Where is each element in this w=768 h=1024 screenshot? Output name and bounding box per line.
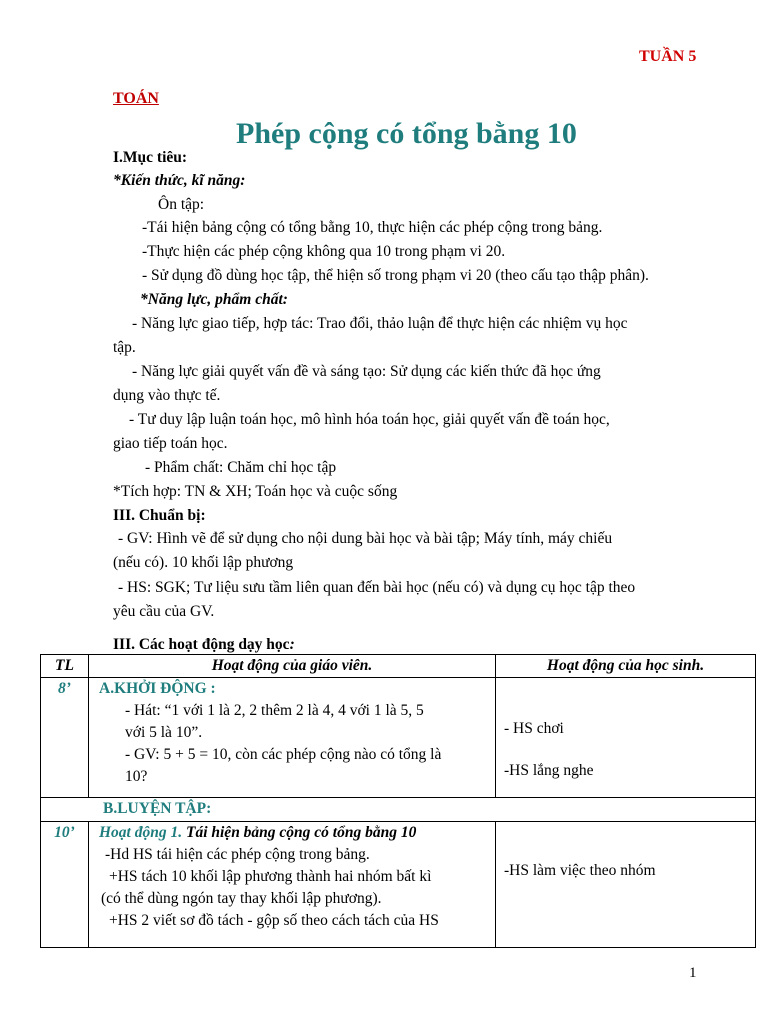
- knowledge-heading: *Kiến thức, kĩ năng:: [113, 172, 246, 189]
- objective-item: -Tái hiện bảng cộng có tổng bằng 10, thực hiện các phép cộng trong bảng.: [142, 219, 603, 236]
- objective-item: -Thực hiện các phép cộng không qua 10 trong phạm vi 20.: [142, 243, 506, 260]
- teacher-step: - Hát: “1 với 1 là 2, 2 thêm 2 là 4, 4 với 1 là 5, 5: [125, 702, 424, 719]
- activity-name: Tái hiện bảng cộng có tổng bằng 10: [185, 824, 417, 841]
- teacher-step-continued: với 5 là 10”.: [125, 724, 203, 741]
- teacher-cell: [89, 678, 496, 798]
- activity-label: Hoạt động 1.: [99, 824, 183, 841]
- table-row: [41, 822, 756, 948]
- student-step: -HS lắng nghe: [504, 762, 594, 779]
- activities-heading-colon: :: [289, 636, 295, 653]
- teacher-step: +HS tách 10 khối lập phương thành hai nhóm bất kì: [109, 868, 432, 885]
- table-header-row: [41, 655, 756, 678]
- activity-title: [99, 822, 495, 844]
- teacher-step: +HS 2 viết sơ đồ tách - gộp số theo cách tách của HS: [109, 912, 439, 929]
- section-row: [41, 798, 756, 822]
- review-label: Ôn tập:: [158, 196, 205, 213]
- student-step: -HS làm việc theo nhóm: [504, 862, 656, 879]
- subject-label: TOÁN: [113, 90, 159, 107]
- quality-item: - Phẩm chất: Chăm chỉ học tập: [145, 459, 337, 476]
- activities-heading-text: III. Các hoạt động dạy học: [113, 636, 290, 653]
- preparation-teacher-continued: (nếu có). 10 khối lập phương: [113, 554, 294, 571]
- header-teacher: Hoạt động của giáo viên.: [89, 655, 496, 678]
- teacher-cell: [89, 822, 496, 948]
- table-row: [41, 678, 756, 798]
- page-title: Phép cộng có tổng bằng 10: [236, 117, 577, 150]
- header-student: Hoạt động của học sinh.: [496, 655, 756, 678]
- time-cell: 10’: [41, 822, 89, 948]
- student-cell: [496, 678, 756, 798]
- ability-item: - Năng lực giải quyết vấn đề và sáng tạo: Sử dụng các kiến thức đã học ứng: [132, 363, 601, 380]
- page-number: 1: [689, 965, 697, 981]
- teacher-step: -Hd HS tái hiện các phép cộng trong bảng.: [105, 846, 370, 863]
- student-cell: [496, 822, 756, 948]
- objectives-heading: I.Mục tiêu:: [113, 149, 188, 166]
- integration-note: *Tích hợp: TN & XH; Toán học và cuộc sống: [113, 483, 398, 500]
- activities-heading: [113, 634, 295, 656]
- ability-item-continued: dụng vào thực tế.: [113, 387, 221, 404]
- objective-item: - Sử dụng đồ dùng học tập, thể hiện số trong phạm vi 20 (theo cấu tạo thập phân).: [142, 267, 649, 284]
- section-practice: B.LUYỆN TẬP:: [41, 798, 756, 822]
- ability-item: - Tư duy lập luận toán học, mô hình hóa toán học, giải quyết vấn đề toán học,: [129, 411, 610, 428]
- ability-item: - Năng lực giao tiếp, hợp tác: Trao đổi, thảo luận để thực hiện các nhiệm vụ học: [132, 315, 628, 332]
- student-step: - HS chơi: [504, 720, 564, 737]
- teacher-step-continued: 10?: [125, 768, 148, 785]
- header-time: TL: [41, 655, 89, 678]
- preparation-heading: III. Chuẩn bị:: [113, 507, 206, 524]
- teacher-step-continued: (có thể dùng ngón tay thay khối lập phương).: [101, 890, 382, 907]
- preparation-student-continued: yêu cầu của GV.: [113, 603, 215, 620]
- activities-table: [40, 654, 756, 948]
- section-warmup: A.KHỞI ĐỘNG :: [99, 680, 216, 697]
- ability-item-continued: giao tiếp toán học.: [113, 435, 228, 452]
- time-cell: 8’: [41, 678, 89, 798]
- preparation-teacher: - GV: Hình vẽ để sử dụng cho nội dung bài học và bài tập; Máy tính, máy chiếu: [118, 530, 613, 547]
- ability-item-continued: tập.: [113, 339, 136, 356]
- teacher-step: - GV: 5 + 5 = 10, còn các phép cộng nào có tổng là: [125, 746, 442, 763]
- week-label: TUẦN 5: [639, 48, 697, 65]
- ability-heading: *Năng lực, phẩm chất:: [140, 291, 288, 308]
- preparation-student: - HS: SGK; Tư liệu sưu tầm liên quan đến bài học (nếu có) và dụng cụ học tập theo: [118, 579, 636, 596]
